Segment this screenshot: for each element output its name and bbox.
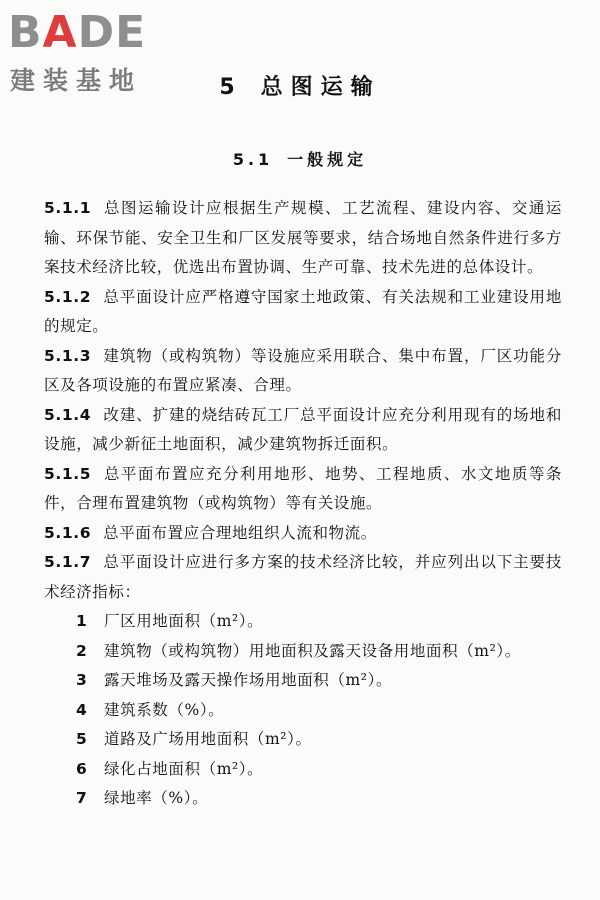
list-item	[76, 696, 562, 726]
clause-5-1-4	[44, 401, 562, 460]
indicator-list	[44, 607, 562, 814]
clause-5-1-2	[44, 283, 562, 342]
list-item-text: 厂区用地面积（m²）。	[104, 612, 264, 630]
clause-5-1-6	[44, 519, 562, 549]
list-item-number: 6	[76, 759, 88, 778]
clause-number: 5.1.3	[44, 346, 92, 365]
clause-number: 5.1.1	[44, 199, 92, 217]
chapter-number: 5	[219, 75, 243, 100]
list-item-number: 3	[76, 671, 88, 689]
list-item-number: 4	[76, 700, 88, 719]
logo-wordmark: BADE	[8, 7, 147, 58]
clause-text: 建筑物（或构筑物）等设施应采用联合、集中布置，厂区功能分区及各项设施的布置应紧凑、合理。	[44, 346, 562, 394]
list-item-text: 建筑物（或构筑物）用地面积及露天设备用地面积（m²）。	[104, 641, 521, 660]
section-title	[0, 148, 600, 172]
document-body	[44, 194, 562, 814]
logo-chinese-text: 建装基地	[10, 66, 143, 95]
chapter-title-text: 总图运输	[260, 75, 381, 100]
list-item-text: 道路及广场用地面积（m²）。	[104, 730, 312, 748]
list-item	[76, 637, 562, 667]
list-item-text: 绿地率（%）。	[104, 789, 209, 807]
clause-5-1-3	[44, 342, 562, 401]
clause-text: 总图运输设计应根据生产规模、工艺流程、建设内容、交通运输、环保节能、安全卫生和厂区发展等要求，结合场地自然条件进行多方案技术经济比较，优选出布置协调、生产可靠、技术先进的总体设计。	[44, 199, 562, 276]
list-item-text: 绿化占地面积（m²）。	[104, 759, 264, 778]
list-item-text: 建筑系数（%）。	[104, 700, 225, 719]
list-item	[76, 755, 562, 785]
clause-text: 总平面设计应严格遵守国家土地政策、有关法规和工业建设用地的规定。	[44, 287, 562, 335]
list-item	[76, 784, 562, 814]
list-item	[76, 666, 562, 696]
clause-number: 5.1.4	[44, 405, 92, 424]
clause-text: 总平面布置应充分利用地形、地势、工程地质、水文地质等条件，合理布置建筑物（或构筑物）等有关设施。	[44, 464, 562, 512]
clause-number: 5.1.5	[44, 464, 92, 483]
clause-number: 5.1.6	[44, 523, 92, 542]
clause-number: 5.1.7	[44, 553, 92, 571]
list-item	[76, 725, 562, 755]
list-item	[76, 607, 562, 637]
list-item-number: 5	[76, 730, 88, 748]
clause-number: 5.1.2	[44, 287, 92, 306]
section-title-text: 一般规定	[287, 150, 368, 169]
chapter-title	[0, 72, 600, 104]
clause-text: 总平面布置应合理地组织人流和物流。	[103, 523, 377, 542]
clause-text: 改建、扩建的烧结砖瓦工厂总平面设计应充分利用现有的场地和设施，减少新征土地面积，减少建筑物拆迁面积。	[44, 405, 562, 453]
clause-text: 总平面设计应进行多方案的技术经济比较，并应列出以下主要技术经济指标：	[44, 553, 562, 601]
list-item-number: 1	[76, 612, 88, 630]
clause-5-1-1	[44, 194, 562, 283]
list-item-number: 7	[76, 789, 88, 807]
clause-5-1-5	[44, 460, 562, 519]
list-item-text: 露天堆场及露天操作场用地面积（m²）。	[104, 671, 393, 689]
section-number: 5.1	[232, 150, 274, 169]
clause-5-1-7	[44, 548, 562, 607]
list-item-number: 2	[76, 641, 88, 660]
